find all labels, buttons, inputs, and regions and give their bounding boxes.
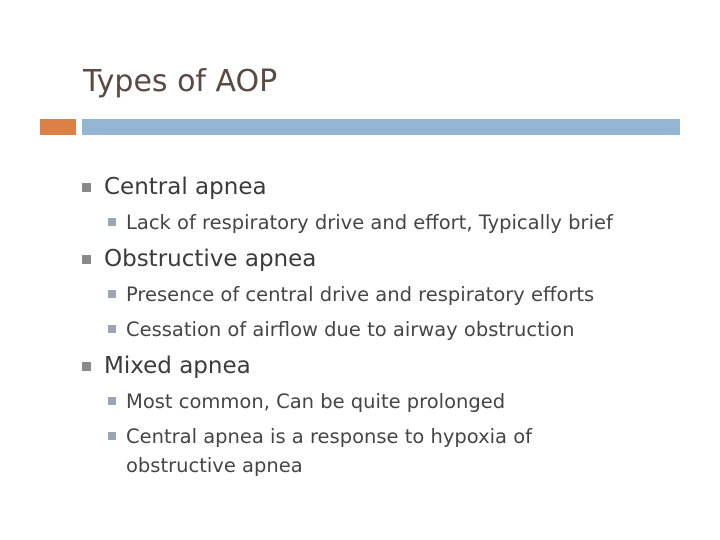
square-bullet-icon (108, 325, 116, 333)
sub-bullet-text: Cessation of airflow due to airway obstruction (126, 318, 575, 341)
slide-title: Types of AOP (83, 64, 278, 99)
sub-bullet-item (108, 315, 682, 344)
square-bullet-icon (108, 432, 116, 440)
bullet-item (82, 351, 682, 381)
sub-bullet-text: Most common, Can be quite prolonged (126, 390, 506, 413)
square-bullet-icon (82, 183, 91, 192)
bullet-text: Mixed apnea (104, 353, 251, 379)
sub-bullet-item (108, 387, 682, 416)
square-bullet-icon (108, 218, 116, 226)
sub-bullet-text: Central apnea is a response to hypoxia of obstructive apnea (126, 425, 533, 477)
title-divider-bar (82, 119, 680, 135)
sub-bullet-item (108, 208, 682, 237)
sub-bullet-item (108, 422, 566, 480)
bullet-list (82, 172, 682, 480)
square-bullet-icon (82, 362, 91, 371)
bullet-text: Obstructive apnea (104, 246, 317, 272)
square-bullet-icon (82, 255, 91, 264)
square-bullet-icon (108, 397, 116, 405)
sub-bullet-item (108, 280, 682, 309)
bullet-text: Central apnea (104, 174, 267, 200)
title-accent-bar (40, 119, 76, 135)
sub-bullet-text: Lack of respiratory drive and effort, Typically brief (126, 211, 613, 234)
square-bullet-icon (108, 290, 116, 298)
sub-bullet-text: Presence of central drive and respiratory efforts (126, 283, 595, 306)
bullet-item (82, 172, 682, 202)
bullet-item (82, 244, 682, 274)
